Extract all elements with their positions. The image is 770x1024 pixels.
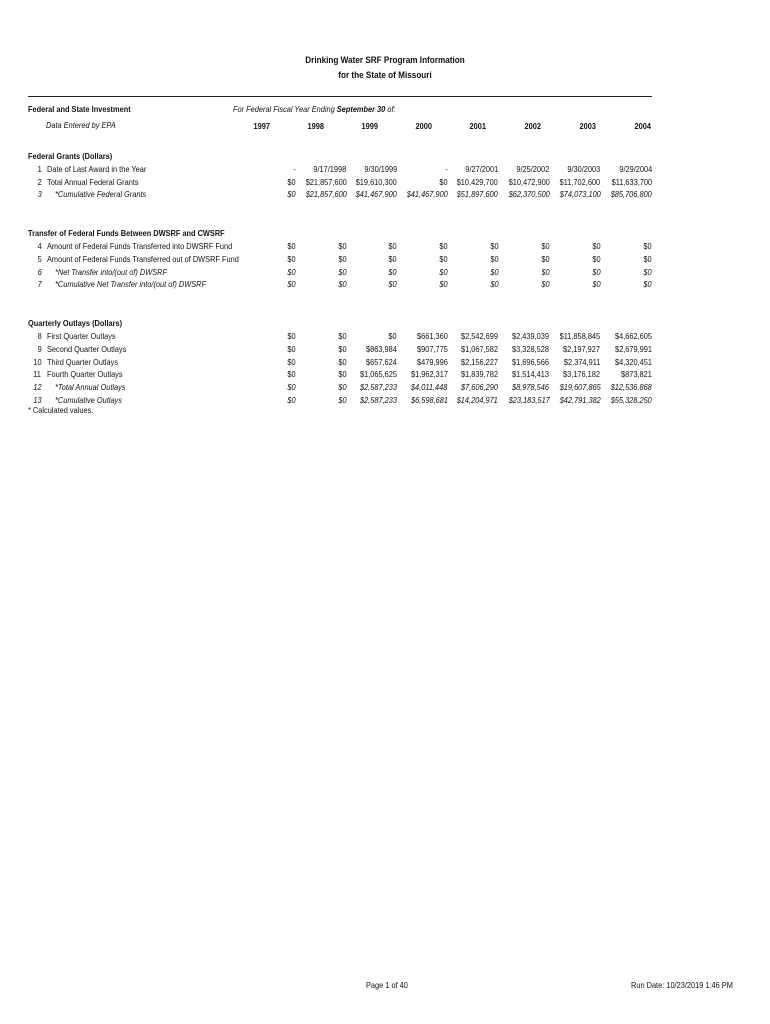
- table-row: [28, 266, 652, 279]
- cell-value: $0: [490, 253, 499, 264]
- fiscal-prefix: For Federal Fiscal Year Ending: [233, 104, 335, 114]
- cell-value: $0: [541, 240, 550, 251]
- row-label: Third Quarter Outlays: [47, 356, 119, 367]
- row-number: 3: [37, 189, 42, 200]
- cell-value: $0: [287, 382, 296, 393]
- cell-value: $55,328,250: [610, 394, 652, 405]
- section-title-row: [28, 150, 652, 163]
- year-header-1997: 1997: [253, 121, 270, 131]
- cell-value: $41,467,900: [406, 189, 448, 200]
- cell-value: $0: [643, 266, 652, 277]
- cell-value: $1,065,625: [360, 369, 397, 380]
- cell-value: $6,598,681: [410, 394, 448, 405]
- cell-value: $0: [287, 330, 296, 341]
- cell-value: $863,984: [366, 343, 397, 354]
- cell-value: $0: [338, 266, 347, 277]
- table-row: [28, 394, 652, 407]
- cell-value: 9/17/1998: [313, 163, 347, 174]
- row-number: 2: [37, 176, 42, 187]
- cell-value: $0: [541, 279, 550, 290]
- cell-value: $0: [592, 240, 601, 251]
- cell-value: $11,702,600: [559, 176, 601, 187]
- cell-value: $2,679,991: [615, 343, 652, 354]
- row-number: 12: [33, 382, 42, 393]
- cell-value: $0: [338, 382, 347, 393]
- section-title-row: [28, 227, 652, 240]
- row-label: Date of Last Award in the Year: [47, 163, 147, 174]
- cell-value: $1,514,413: [512, 369, 550, 380]
- cell-value: $0: [287, 394, 296, 405]
- cell-value: $4,662,605: [615, 330, 652, 341]
- row-number: 13: [33, 394, 42, 405]
- year-header-2003: 2003: [579, 121, 596, 131]
- cell-value: $0: [287, 240, 296, 251]
- row-label: *Cumulative Outlays: [55, 394, 123, 405]
- cell-value: $0: [439, 253, 448, 264]
- row-number: 11: [33, 369, 42, 380]
- cell-value: $2,439,039: [512, 330, 550, 341]
- fiscal-bold: September 30: [336, 104, 386, 114]
- year-header-2001: 2001: [469, 121, 486, 131]
- table-row: [28, 368, 652, 381]
- year-header-2004: 2004: [634, 121, 651, 131]
- cell-value: $42,791,382: [559, 394, 601, 405]
- table-row: [28, 330, 652, 343]
- row-label: *Cumulative Federal Grants: [55, 189, 147, 200]
- cell-value: $0: [338, 369, 347, 380]
- cell-value: $0: [287, 266, 296, 277]
- cell-value: $0: [388, 240, 397, 251]
- cell-value: $0: [388, 279, 397, 290]
- year-header-2000: 2000: [415, 121, 432, 131]
- footnote: * Calculated values.: [28, 405, 94, 415]
- cell-value: $1,962,317: [410, 369, 448, 380]
- run-date: Run Date: 10/23/2019 1:46 PM: [631, 980, 733, 990]
- cell-value: $0: [592, 279, 601, 290]
- cell-value: $0: [388, 330, 397, 341]
- row-label: Amount of Federal Funds Transferred into DWSRF Fund: [47, 240, 233, 251]
- cell-value: -: [293, 163, 296, 174]
- page-number: Page 1 of 40: [366, 980, 408, 990]
- cell-value: $0: [388, 266, 397, 277]
- cell-value: $873,821: [621, 369, 652, 380]
- cell-value: $12,536,868: [610, 382, 652, 393]
- cell-value: $0: [338, 356, 347, 367]
- cell-value: $0: [388, 253, 397, 264]
- cell-value: $11,633,700: [611, 176, 652, 187]
- cell-value: $1,839,782: [461, 369, 499, 380]
- cell-value: $657,624: [366, 356, 397, 367]
- cell-value: $0: [287, 279, 296, 290]
- cell-value: $0: [439, 176, 448, 187]
- row-label: Fourth Quarter Outlays: [47, 369, 123, 380]
- row-number: 8: [37, 330, 42, 341]
- row-label: Total Annual Federal Grants: [47, 176, 140, 187]
- cell-value: $0: [287, 343, 296, 354]
- row-number: 7: [37, 279, 42, 290]
- cell-value: $8,978,546: [512, 382, 550, 393]
- section-title: Federal Grants (Dollars): [28, 151, 113, 161]
- report-title: Drinking Water SRF Program Information: [305, 55, 465, 66]
- cell-value: $19,610,300: [355, 176, 397, 187]
- cell-value: 9/30/1999: [364, 163, 397, 174]
- cell-value: $1,696,566: [512, 356, 550, 367]
- row-label: *Total Annual Outlays: [55, 382, 126, 393]
- cell-value: $0: [490, 266, 499, 277]
- table-row: [28, 163, 652, 176]
- cell-value: $0: [643, 279, 652, 290]
- cell-value: $85,706,800: [610, 189, 652, 200]
- cell-value: $2,156,227: [461, 356, 499, 367]
- cell-value: $62,370,500: [508, 189, 550, 200]
- cell-value: $0: [490, 240, 499, 251]
- cell-value: $0: [338, 279, 347, 290]
- cell-value: $11,858,845: [559, 330, 601, 341]
- cell-value: $0: [439, 279, 448, 290]
- cell-value: $51,897,600: [457, 189, 499, 200]
- cell-value: $0: [287, 189, 296, 200]
- cell-value: $19,607,865: [559, 382, 601, 393]
- cell-value: 9/27/2001: [465, 163, 499, 174]
- section-title: Transfer of Federal Funds Between DWSRF and CWSRF: [28, 228, 225, 239]
- cell-value: $0: [592, 253, 601, 264]
- cell-value: $14,204,971: [457, 394, 499, 405]
- row-label: *Net Transfer into/(out of) DWSRF: [55, 266, 168, 277]
- cell-value: $1,067,582: [461, 343, 499, 354]
- row-number: 5: [37, 253, 42, 264]
- year-header-2002: 2002: [524, 121, 541, 131]
- cell-value: $23,183,517: [508, 394, 550, 405]
- cell-value: $0: [338, 343, 347, 354]
- cell-value: $3,176,182: [563, 369, 601, 380]
- cell-value: $0: [439, 266, 448, 277]
- data-table: [28, 150, 652, 407]
- row-label: First Quarter Outlays: [47, 330, 116, 341]
- cell-value: $10,429,700: [457, 176, 499, 187]
- cell-value: $21,857,600: [305, 189, 347, 200]
- cell-value: $21,857,600: [305, 176, 347, 187]
- cell-value: $3,328,528: [512, 343, 550, 354]
- cell-value: $2,374,911: [563, 356, 601, 367]
- table-row: [28, 240, 652, 253]
- table-row: [28, 356, 652, 369]
- cell-value: $0: [338, 240, 347, 251]
- cell-value: $0: [541, 266, 550, 277]
- table-row: [28, 343, 652, 356]
- table-row: [28, 278, 652, 291]
- cell-value: $0: [643, 253, 652, 264]
- cell-value: $907,775: [416, 343, 448, 354]
- cell-value: $2,587,233: [360, 382, 397, 393]
- cell-value: $0: [592, 266, 601, 277]
- cell-value: $0: [338, 394, 347, 405]
- section-heading: Federal and State Investment: [28, 104, 131, 114]
- cell-value: $0: [490, 279, 499, 290]
- cell-value: $0: [287, 369, 296, 380]
- row-number: 9: [37, 343, 42, 354]
- row-label: Amount of Federal Funds Transferred out of DWSRF Fund: [47, 253, 240, 264]
- data-source-label: Data Entered by EPA: [46, 120, 116, 130]
- row-number: 1: [37, 163, 42, 174]
- section-title: Quarterly Outlays (Dollars): [28, 318, 123, 329]
- cell-value: 9/29/2004: [619, 163, 652, 174]
- cell-value: $0: [439, 240, 448, 251]
- report-subtitle: for the State of Missouri: [338, 70, 432, 81]
- cell-value: 9/25/2002: [516, 163, 550, 174]
- header-divider: [28, 96, 652, 97]
- cell-value: 9/30/2003: [567, 163, 601, 174]
- cell-value: $4,320,451: [615, 356, 652, 367]
- cell-value: $0: [287, 253, 296, 264]
- cell-value: $479,996: [416, 356, 448, 367]
- cell-value: $74,073,100: [559, 189, 601, 200]
- table-row: [28, 176, 652, 189]
- row-number: 4: [37, 240, 42, 251]
- row-number: 10: [33, 356, 42, 367]
- cell-value: $0: [338, 253, 347, 264]
- cell-value: $0: [643, 240, 652, 251]
- fiscal-year-caption: [233, 104, 396, 114]
- row-number: 6: [37, 266, 42, 277]
- cell-value: $4,011,448: [411, 382, 448, 393]
- section-title-row: [28, 317, 652, 330]
- table-row: [28, 253, 652, 266]
- cell-value: $41,467,900: [355, 189, 397, 200]
- cell-value: $2,587,233: [360, 394, 397, 405]
- table-row: [28, 188, 652, 201]
- cell-value: $2,542,699: [461, 330, 499, 341]
- year-header-1999: 1999: [361, 121, 378, 131]
- table-row: [28, 381, 652, 394]
- cell-value: -: [445, 163, 448, 174]
- cell-value: $0: [287, 176, 296, 187]
- cell-value: $2,197,927: [563, 343, 601, 354]
- cell-value: $10,472,900: [508, 176, 550, 187]
- cell-value: $7,606,290: [461, 382, 499, 393]
- cell-value: $661,360: [416, 330, 448, 341]
- row-label: Second Quarter Outlays: [47, 343, 127, 354]
- cell-value: $0: [338, 330, 347, 341]
- cell-value: $0: [541, 253, 550, 264]
- year-header-1998: 1998: [307, 121, 324, 131]
- fiscal-suffix: of:: [387, 104, 396, 114]
- row-label: *Cumulative Net Transfer into/(out of) DWSRF: [55, 279, 207, 290]
- cell-value: $0: [287, 356, 296, 367]
